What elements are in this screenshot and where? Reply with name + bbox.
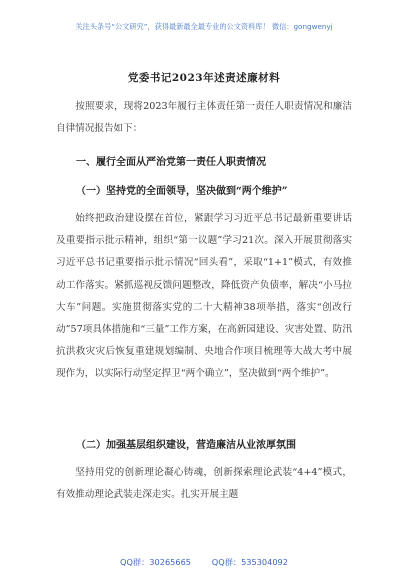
footer-qq-groups: QQ群：30265665 QQ群：535304092: [120, 557, 288, 567]
body-paragraph-1: 始终把政治建设摆在首位，紧跟学习习近平总书记最新重要讲话及重要指示批示精神，组织“第一议题”学习21次。深入开展贯彻落实习近平总书记重要指示批示情况“回头看”，采取“1+1”模式，有效推动工作落实。紧抓巡视反馈问题整改，降低资产负债率，解决“小马拉大车”问题。实施贯彻落实党的二十大精神38项举措，落实“创改行动”57项具体措施和“三量”工作方案，在高新园建设、灾害处置、防汛抗洪救灾灾后恢复重建规划编制、央地合作项目梳理等大战大考中展现作为，以实际行动坚定捍卫“两个确立”，坚决做到“两个维护”。: [56, 213, 352, 380]
intro-paragraph: 按照要求，现将2023年履行主体责任第一责任人职责情况和廉洁自律情况报告如下：: [56, 101, 352, 135]
section-heading-1: 一、履行全面从严治党第一责任人职责情况: [76, 157, 266, 168]
document-title: 党委书记2023年述责述廉材料: [127, 72, 281, 84]
body-paragraph-2: 坚持用党的创新理论凝心铸魂，创新探索理论武装“4+4”模式，有效推动理论武装走深走实。扎实开展主题: [56, 467, 352, 501]
subsection-heading-2: （二）加强基层组织建设，营造廉洁从业浓厚氛围: [76, 440, 296, 451]
header-notice: 关注头条号“公文研究”，获得最新最全最专业的公文资料库！ 微信：gongwenyj: [75, 22, 333, 31]
subsection-heading-1: （一）坚持党的全面领导，坚决做到“两个维护”: [76, 186, 288, 197]
